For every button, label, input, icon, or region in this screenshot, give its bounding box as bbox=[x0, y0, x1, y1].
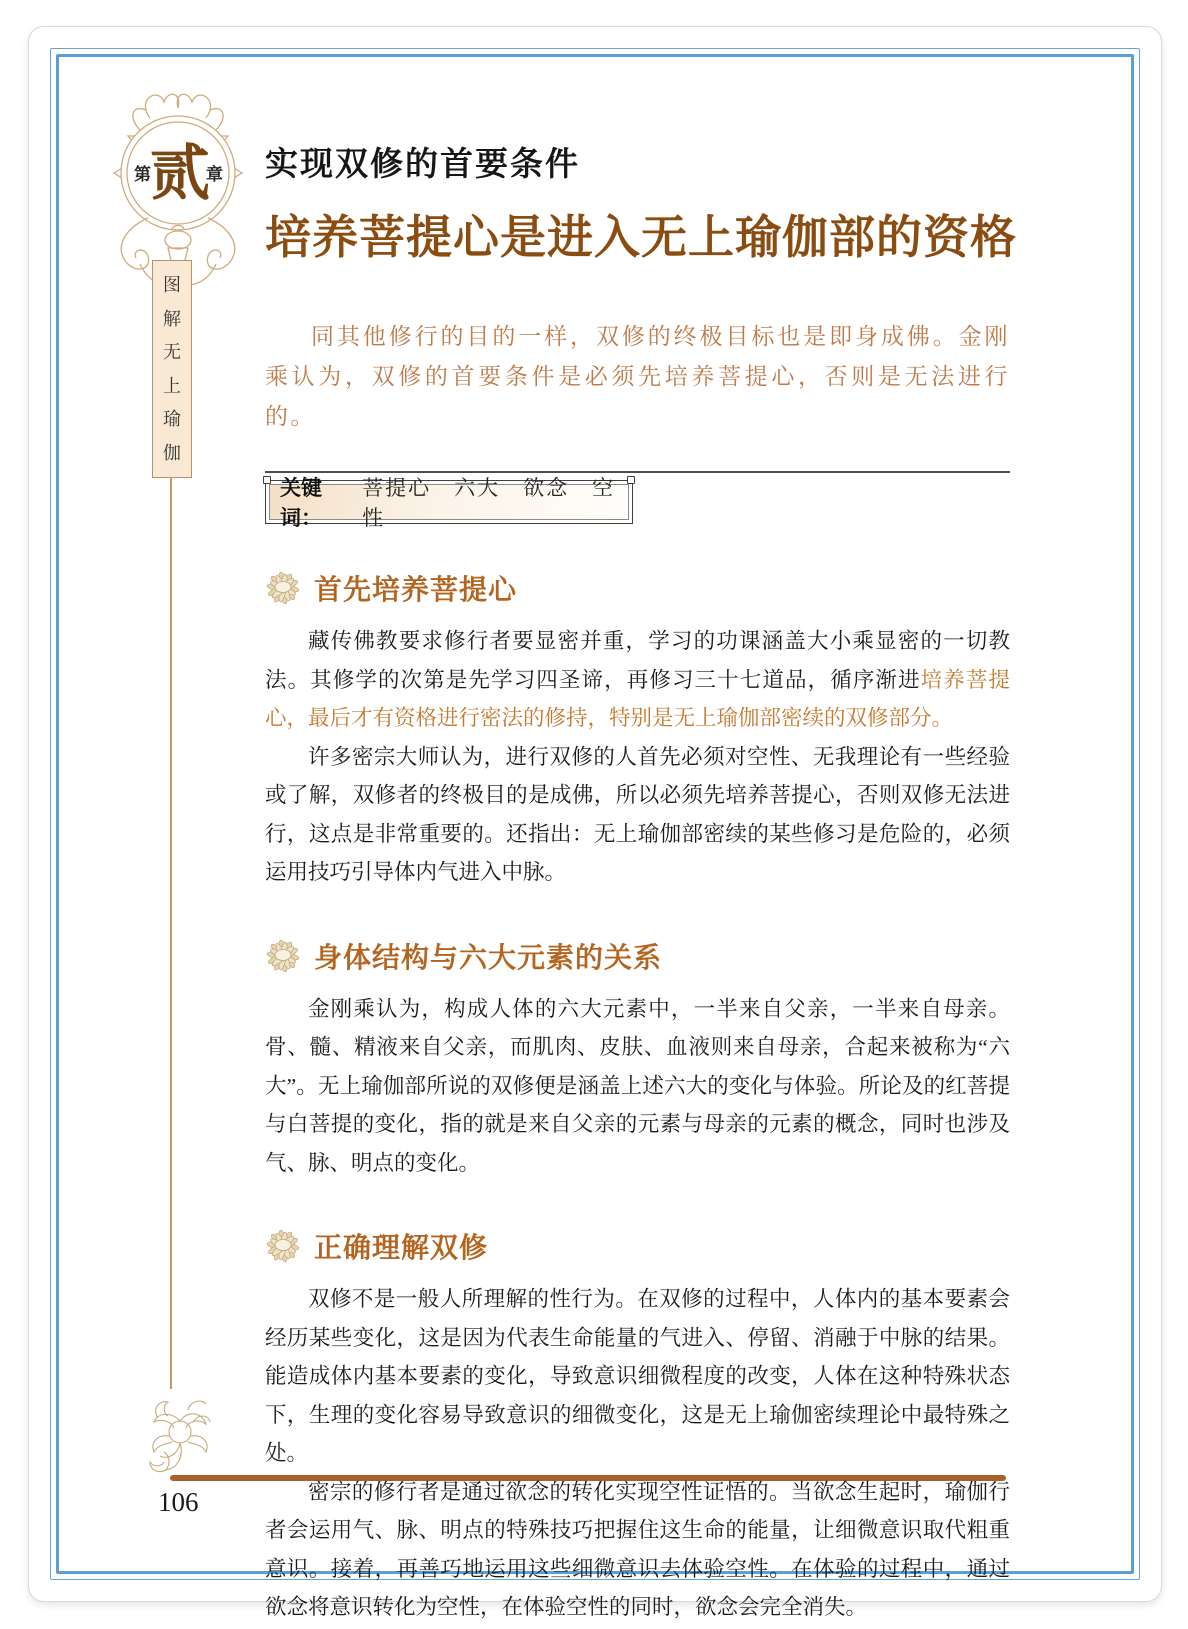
section-heading: 身体结构与六大元素的关系 bbox=[314, 941, 663, 973]
chapter-numeral: 贰 bbox=[150, 141, 210, 207]
flower-icon bbox=[265, 940, 301, 972]
section-heading-row bbox=[265, 936, 1010, 976]
page-title: 培养菩提心是进入无上瑜伽部的资格 bbox=[265, 212, 1017, 263]
section-understand-dual-practice bbox=[265, 1226, 1010, 1627]
intro-paragraph: 同其他修行的目的一样，双修的终极目标也是即身成佛。金刚乘认为，双修的首要条件是必须先培养菩提心，否则是无法进行的。 bbox=[265, 324, 1010, 429]
body-text: 藏传佛教要求修行者要显密并重，学习的功课涵盖大小乘显密的一切教法。其修学的次第是先学习四圣谛，再修习三十七道品，循序渐进 bbox=[265, 629, 1010, 692]
series-banner-char: 解 bbox=[163, 308, 181, 329]
highlighted-text: 培养菩提心，最后才有资格进行密法的修持，特别是无上瑜伽部密续的双修部分。 bbox=[265, 667, 1010, 730]
series-banner-char: 无 bbox=[163, 342, 181, 363]
flower-icon bbox=[265, 572, 301, 604]
chapter-suffix: 章 bbox=[206, 165, 223, 184]
section-cultivate-bodhicitta bbox=[265, 568, 1010, 892]
series-banner-char: 上 bbox=[163, 375, 181, 396]
body-text: 许多密宗大师认为，进行双修的人首先必须对空性、无我理论有一些经验或了解，双修者的终极目的是成佛，所以必须先培养菩提心，否则双修无法进行，这点是非常重要的。还指出：无上瑜伽部密续的某些修习是危险的，必须运用技巧引导体内气进入中脉。 bbox=[265, 744, 1010, 884]
series-banner-char: 伽 bbox=[163, 442, 181, 463]
keywords-box bbox=[265, 476, 633, 530]
series-banner-char: 瑜 bbox=[163, 409, 181, 430]
body-paragraph bbox=[265, 990, 1010, 1183]
sidebar-vertical-line bbox=[170, 477, 172, 1389]
body-paragraph bbox=[265, 1473, 1010, 1627]
section-heading: 正确理解双修 bbox=[314, 1232, 489, 1263]
section-heading-row bbox=[265, 568, 1010, 608]
body-text: 密宗的修行者是通过欲念的转化实现空性证悟的。当欲念生起时，瑜伽行者会运用气、脉、明点的特殊技巧把握住这生命的能量，让细微意识取代粗重意识。接着，再善巧地运用这些细微意识去体验空性。在体验的过程中，通过欲念将意识转化为空性，在体验空性的同时，欲念会完全消失。 bbox=[265, 1479, 1010, 1619]
body-text: 双修不是一般人所理解的性行为。在双修的过程中，人体内的基本要素会经历某些变化，这是因为代表生命能量的气进入、停留、消融于中脉的结果。能造成体内基本要素的变化，导致意识细微程度的改变，人体在这种特殊状态下，生理的变化容易导致意识的细微变化，这是无上瑜伽密续理论中最特殊之处。 bbox=[265, 1287, 1010, 1465]
flower-icon bbox=[265, 1230, 301, 1262]
body-paragraph bbox=[265, 622, 1010, 738]
section-body-six-elements bbox=[265, 936, 1010, 1183]
chapter-prefix: 第 bbox=[134, 165, 151, 184]
section-heading-row bbox=[265, 1226, 1010, 1266]
flower-ornament bbox=[138, 1392, 218, 1476]
body-text: 金刚乘认为，构成人体的六大元素中，一半来自父亲，一半来自母亲。骨、髓、精液来自父亲，而肌肉、皮肤、血液则来自母亲，合起来被称为“六大”。无上瑜伽部所说的双修便是涵盖上述六大的变化与体验。所论及的红菩提与白菩提的变化，指的就是来自父亲的元素与母亲的元素的概念，同时也涉及气、脉、明点的变化。 bbox=[265, 996, 1010, 1175]
section-heading: 首先培养菩提心 bbox=[314, 574, 518, 605]
page-number: 106 bbox=[158, 1487, 199, 1517]
chapter-kicker: 实现双修的首要条件 bbox=[265, 145, 580, 182]
body-paragraph bbox=[265, 1280, 1010, 1473]
body-paragraph bbox=[265, 738, 1010, 892]
series-banner-char: 图 bbox=[163, 275, 181, 296]
keywords-list: 菩提心 六大 欲念 空性 bbox=[362, 476, 616, 530]
series-banner bbox=[152, 260, 192, 478]
main-content bbox=[265, 138, 1017, 1627]
keywords-label: 关键词： bbox=[280, 477, 322, 530]
